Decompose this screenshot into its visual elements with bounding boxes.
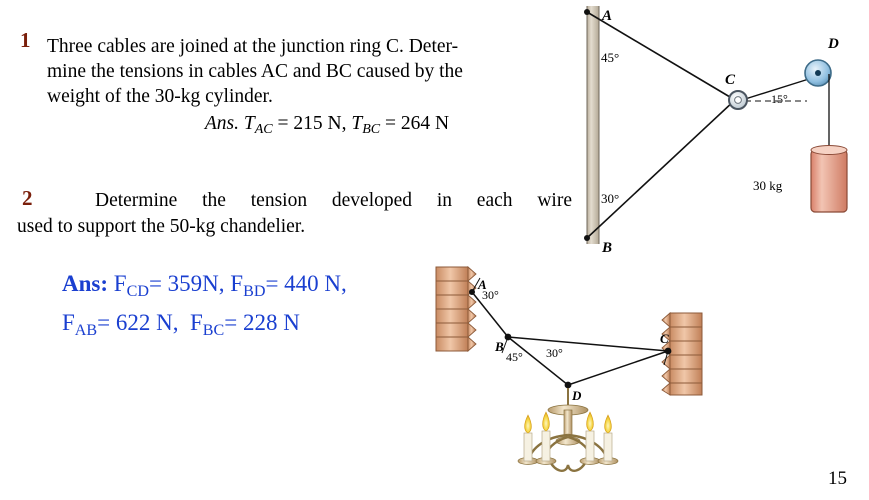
label-mass-30kg: 30 kg (753, 178, 783, 193)
tac-subscript: AC (254, 120, 273, 137)
answer-item-4-sub: BC (202, 321, 225, 339)
figure-chandelier (420, 255, 750, 495)
label-angle-15: 15° (771, 92, 788, 106)
answer-colon: : (100, 271, 109, 296)
problem-1-line-2-text: mine the tensions in cables AC and BC caused by the (47, 61, 463, 82)
answer-item-4-symbol: F (190, 309, 203, 335)
answer-item-3-value: = 622 N, (97, 309, 179, 335)
label-point-d: D (572, 388, 582, 403)
answer-item-2-sub: BD (243, 282, 266, 300)
pulley-axle (815, 70, 821, 76)
label-point-b: B (602, 240, 613, 256)
figure-cable-junction (575, 0, 869, 262)
wall-strip (587, 6, 599, 244)
answer-item-1-value: = 359N, (148, 271, 225, 296)
answer-prefix: Ans. (204, 113, 239, 134)
problem-1-answer (47, 111, 567, 142)
answer-item-3-sub: AB (74, 321, 98, 339)
cylinder-30kg (811, 150, 847, 212)
answer-item-4-value: = 228 N (224, 309, 300, 335)
wire-cd (568, 351, 668, 385)
joint-d (565, 382, 572, 389)
wire-bc (508, 337, 668, 351)
answer-item-2-value: = 440 N, (265, 271, 347, 296)
tbc-subscript: BC (362, 120, 381, 137)
label-point-c: C (660, 331, 669, 346)
label-angle-b-30: 30° (546, 346, 563, 360)
problem-2-line-2: used to support the 50-kg chandelier. (17, 216, 306, 237)
problem-1-line-2 (47, 59, 567, 84)
tbc-symbol: T (351, 113, 363, 134)
answer-block-row-1 (62, 268, 347, 307)
problem-1-line-1-text: Three cables are joined at the junction ring C. Deter- (47, 36, 459, 57)
problem-1-number: 1 (20, 28, 31, 52)
wall-left (436, 267, 476, 351)
label-point-c: C (725, 72, 736, 88)
problem-1-text (47, 34, 567, 142)
tac-symbol: T (243, 113, 255, 134)
problem-2-line-1: Determine the tension developed in each wire (95, 190, 572, 211)
problem-1-line-3 (47, 84, 567, 109)
label-point-d: D (828, 36, 839, 52)
cable-bc (587, 100, 735, 238)
problem-1-line-1 (47, 34, 567, 59)
label-point-a: A (478, 277, 487, 292)
label-angle-30: 30° (601, 191, 620, 206)
problem-2-text (17, 188, 572, 240)
answer-item-2-symbol: F (230, 271, 244, 296)
label-point-a: A (602, 8, 613, 24)
chandelier (518, 388, 618, 471)
answer-block (62, 268, 347, 346)
answer-item-3-symbol: F (62, 309, 75, 335)
answer-block-row-2 (62, 307, 347, 346)
page-number: 15 (828, 468, 847, 489)
problem-2-number: 2 (22, 186, 33, 210)
answer-label: Ans (62, 271, 101, 296)
label-angle-b-45: 45° (506, 350, 523, 364)
label-angle-45: 45° (601, 50, 620, 65)
tac-value: = 215 N, (277, 113, 347, 134)
problem-1-line-3-text: weight of the 30-kg cylinder. (47, 86, 273, 107)
label-angle-a-30: 30° (482, 288, 499, 302)
answer-item-1-symbol: F (113, 271, 127, 296)
tbc-value: = 264 N (385, 113, 450, 134)
answer-item-1-sub: CD (126, 282, 149, 300)
label-point-b: B (495, 339, 504, 354)
